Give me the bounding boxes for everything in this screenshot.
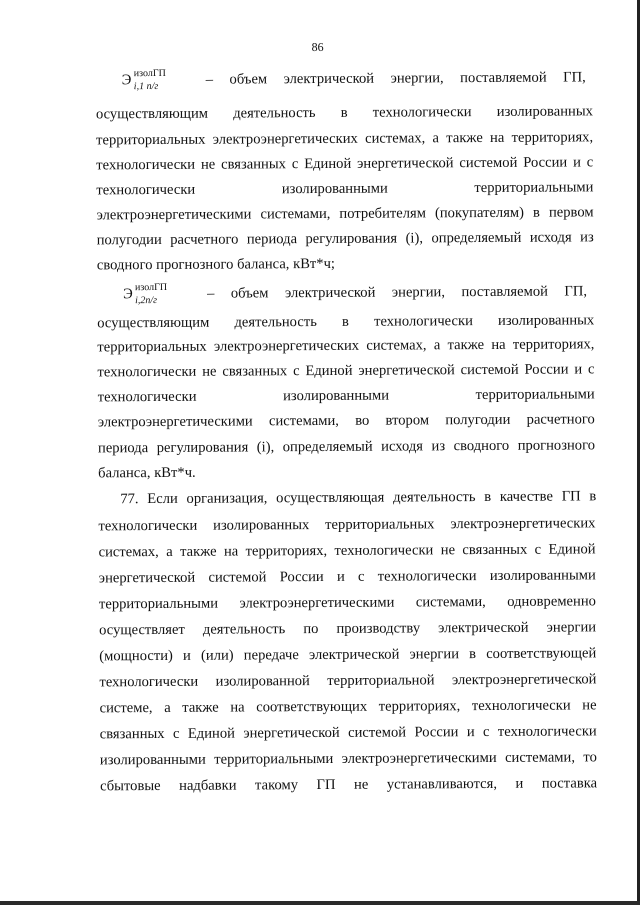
text-line: сбытовые надбавки такому ГП не устанавливаются, и поставка [100,775,598,795]
text-line: электроэнергетическими системами, во втором полугодии расчетного [97,411,595,431]
text-line: технологически не связанных с Единой энергетической системой России и с [96,154,594,174]
text-line: сводного прогнозного баланса, кВт*ч; [96,255,336,274]
text-line: электроэнергетическими системами, потребителям (покупателям) в первом [96,204,594,224]
definition-2-lead: – объем электрической энергии, поставляемой ГП, [206,283,588,302]
page-number: 86 [311,39,324,55]
text-line: технологически не связанных с Единой энергетической системой России и с [97,361,595,381]
text-line: периода регулирования (i), определяемый исходя из сводного прогнозного [97,437,596,457]
paragraph-77-first-line: 77. Если организация, осуществляющая деятельность в качестве ГП в [120,488,597,508]
text-line: изолированными территориальными электроэнергетическими системами, то [99,749,597,769]
text-line: баланса, кВт*ч. [98,464,196,482]
text-line: системе, а также на соответствующих территориях, технологически не [99,697,597,717]
symbol-superscript: изолГП [134,281,168,294]
text-line: системах, а также на территориях, технологически не связанных с Единой [98,541,596,561]
formula-symbol-2 [122,281,207,307]
symbol-superscript: изолГП [133,67,166,80]
text-line: технологически изолированных территориальных электроэнергетических [98,515,596,535]
text-line: осуществляющим деятельность в технологически изолированных [95,103,593,123]
text-line: технологически изолированными территориальными [96,179,594,199]
text-line: территориальных электроэнергетических системах, а также на территориях, [97,336,595,356]
symbol-subscript: i,2п/г [135,294,158,307]
text-line: полугодии расчетного периода регулирования (i), определяемый исходя из [96,229,594,249]
text-line: технологически изолированными территориальными [97,386,595,406]
text-line: энергетической системой России и с технологически изолированными [98,567,596,587]
scan-edge-bottom [0,901,640,905]
text-line: осуществляющим деятельность в технологически изолированных [97,312,595,332]
text-line: связанных с Единой энергетической системой России и с технологически [99,723,597,743]
symbol-main: Э [121,72,132,89]
symbol-main: Э [122,286,133,303]
text-line: территориальными электроэнергетическими системами, одновременно [98,593,596,613]
definition-2-first-line [122,281,594,307]
text-line: технологически изолированной территориальной электроэнергетической [99,671,597,691]
definition-1-first-line [121,67,593,93]
definition-1-lead: – объем электрической энергии, поставляемой ГП, [205,69,586,88]
symbol-subscript: i,1 п/г [133,80,159,93]
text-line: осуществляет деятельность по производству электрической энергии [99,619,597,639]
text-line: (мощности) и (или) передаче электрической энергии в соответствующей [99,645,597,665]
formula-symbol-1 [121,67,206,93]
text-line: территориальных электроэнергетических системах, а также на территориях, [96,129,594,149]
